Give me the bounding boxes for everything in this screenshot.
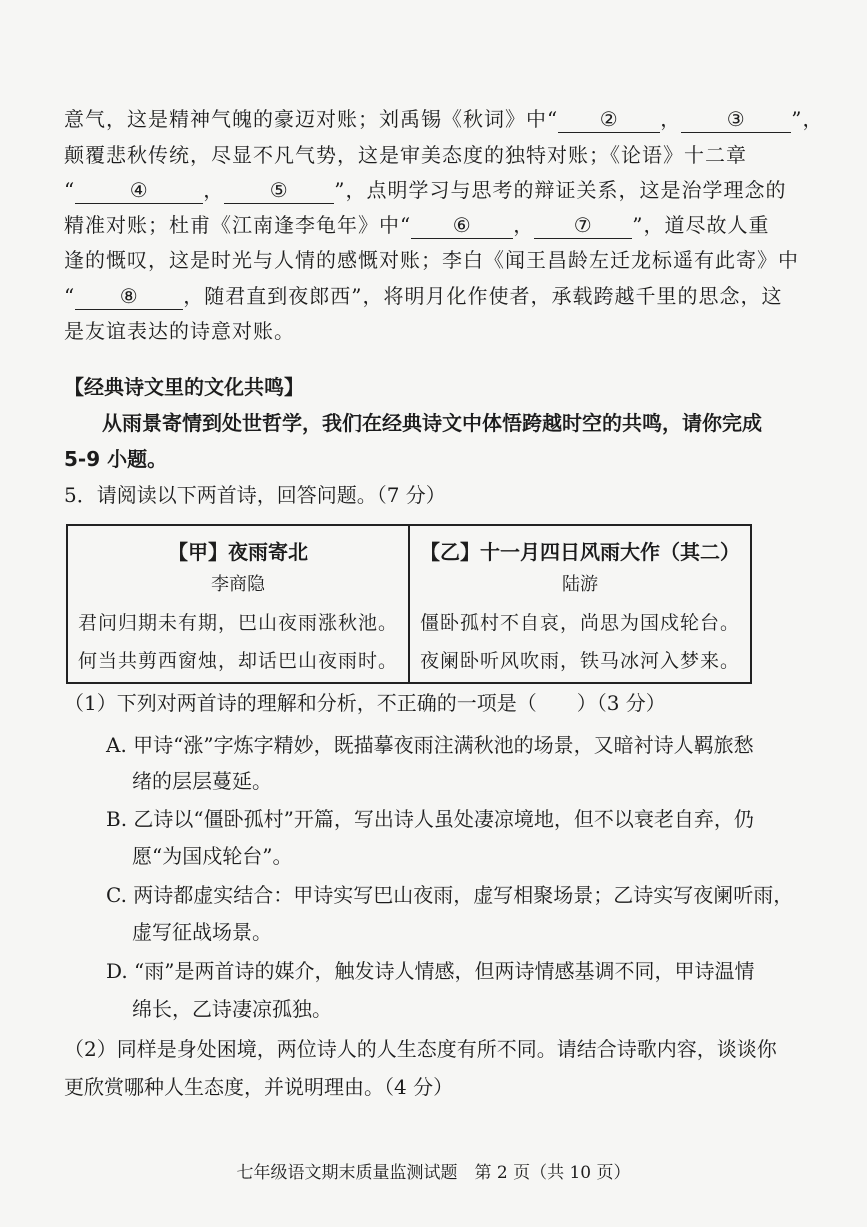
blank-3: ③ xyxy=(681,106,791,133)
sub-question-2-line-2: 更欣赏哪种人生态度，并说明理由。（4 分） xyxy=(64,1075,454,1099)
sub-question-1: （1）下列对两首诗的理解和分析，不正确的一项是（ ）（3 分） xyxy=(64,691,666,715)
text-segment: “ xyxy=(64,284,76,308)
para-line-6 xyxy=(64,283,804,310)
text-segment: ，随君直到夜郎西”，将明月化作使者，承载跨越千里的思念，这 xyxy=(183,284,783,308)
text-segment: ”，道尽故人重 xyxy=(632,213,770,237)
poem-line: 君问归期未有期，巴山夜雨涨秋池。 xyxy=(78,612,399,634)
para-line-7: 是友谊表达的诗意对账。 xyxy=(64,319,295,343)
para-line-3: “ ④ ， ⑤ ”，点明学习与思考的辩证关系，这是治学理念的 xyxy=(64,178,787,202)
page-footer: 七年级语文期末质量监测试题 第 2 页（共 10 页） xyxy=(236,1163,631,1183)
para-line-1: 意气，这是精神气魄的豪迈对账；刘禹锡《秋词》中“ ② ， ③ ”， xyxy=(64,107,824,131)
blank-2: ② xyxy=(558,106,660,133)
para-line-5: 逢的慨叹，这是时光与人情的感慨对账；李白《闻王昌龄左迁龙标遥有此寄》中 xyxy=(64,248,799,272)
option-c-line-2: 虚写征战场景。 xyxy=(132,920,272,944)
text-segment: “ xyxy=(64,178,76,202)
option-a-line-1: A. 甲诗“涨”字炼字精妙，既描摹夜雨注满秋池的场景，又暗衬诗人羁旅愁 xyxy=(106,733,754,757)
option-d-line-2: 绵长，乙诗凄凉孤独。 xyxy=(132,997,332,1021)
blank-5: ⑤ xyxy=(224,177,334,204)
text-segment: 精准对账；杜甫《江南逢李龟年》中“ xyxy=(64,213,412,237)
para-line-4: 精准对账；杜甫《江南逢李龟年》中“ ⑥ ， ⑦ ”，道尽故人重 xyxy=(64,213,770,237)
poem-yi xyxy=(408,526,750,682)
poem-line: 僵卧孤村不自哀，尚思为国戍轮台。 xyxy=(420,612,741,634)
poem-jia xyxy=(68,526,408,682)
option-b-line-2: 愿“为国戍轮台”。 xyxy=(132,844,293,868)
poem-line: 何当共剪西窗烛，却话巴山夜雨时。 xyxy=(78,650,399,672)
section-intro-line-2: 5-9 小题。 xyxy=(64,447,168,471)
text-segment: 意气，这是精神气魄的豪迈对账；刘禹锡《秋词》中“ xyxy=(64,107,559,131)
blank-8: ⑧ xyxy=(75,283,183,310)
poem-table xyxy=(66,524,752,684)
text-segment: ”， xyxy=(791,107,824,131)
poem-line: 夜阑卧听风吹雨，铁马冰河入梦来。 xyxy=(420,650,741,672)
blank-4: ④ xyxy=(75,177,203,204)
option-b-line-1: B. 乙诗以“僵卧孤村”开篇，写出诗人虽处凄凉境地，但不以衰老自弃，仍 xyxy=(106,807,754,831)
blank-7: ⑦ xyxy=(534,212,632,239)
blank-6: ⑥ xyxy=(411,212,513,239)
sub-question-2-line-1: （2）同样是身处困境，两位诗人的人生态度有所不同。请结合诗歌内容，谈谈你 xyxy=(64,1037,777,1061)
option-a-line-2: 绪的层层蔓延。 xyxy=(132,769,272,793)
section-title: 【经典诗文里的文化共鸣】 xyxy=(64,375,304,399)
text-segment: ”，点明学习与思考的辩证关系，这是治学理念的 xyxy=(334,178,787,202)
poem-author: 李商隐 xyxy=(211,574,265,595)
option-d-line-1: D. “雨”是两首诗的媒介，触发诗人情感，但两诗情感基调不同，甲诗温情 xyxy=(106,959,755,983)
poem-author: 陆游 xyxy=(562,574,598,595)
poem-title: 【甲】夜雨寄北 xyxy=(168,540,308,564)
question-5: 5．请阅读以下两首诗，回答问题。（7 分） xyxy=(64,483,446,507)
poem-title: 【乙】十一月四日风雨大作（其二） xyxy=(420,540,740,564)
section-intro-line-1: 从雨景寄情到处世哲学，我们在经典诗文中体悟跨越时空的共鸣，请你完成 xyxy=(102,411,762,435)
option-c-line-1: C. 两诗都虚实结合：甲诗实写巴山夜雨，虚写相聚场景；乙诗实写夜阑听雨， xyxy=(106,883,794,907)
para-line-2: 颠覆悲秋传统，尽显不凡气势，这是审美态度的独特对账；《论语》十二章 xyxy=(64,143,747,167)
